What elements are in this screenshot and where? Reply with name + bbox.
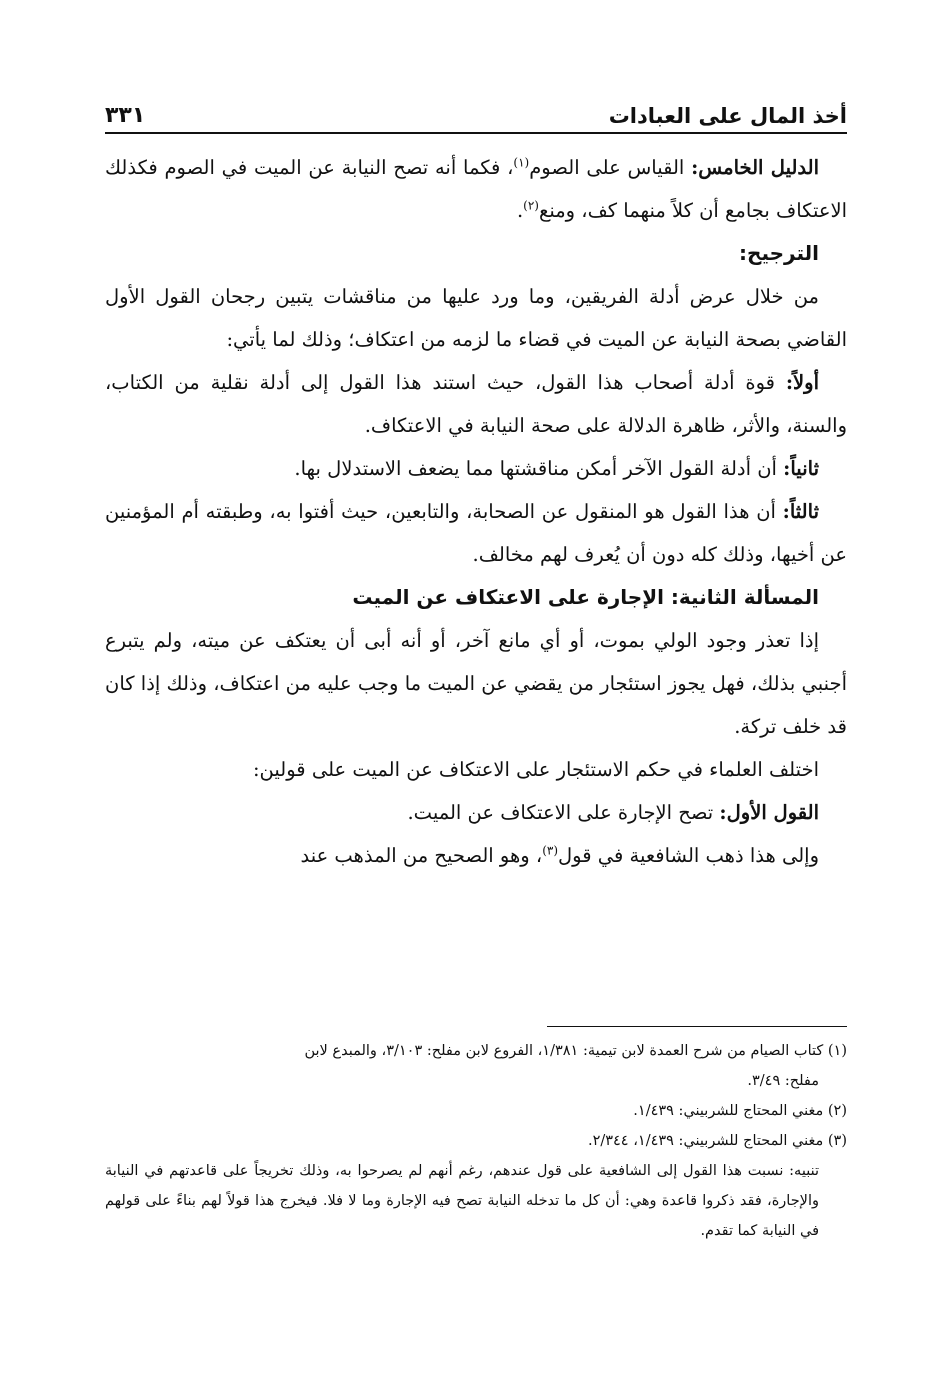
footnotes bbox=[105, 1036, 847, 1246]
footnote-note: تنبيه: نسبت هذا القول إلى الشافعية على قول عندهم، رغم أنهم لم يصرحوا به، وذلك تخريجاً على قاعدتهم في النيابة والإجارة، فقد ذكروا قاعدة وهي: أن كل ما تدخله النيابة تصح فيه الإجارة وما لا فلا. فيخرج هذا قولاً لهم بناءً على قولهم في النيابة كما تقدم. bbox=[105, 1163, 819, 1239]
footnote-ref: (٢) bbox=[523, 198, 539, 213]
paragraph-lead: ثالثاً: bbox=[782, 500, 819, 523]
paragraph-text: ، وهو الصحيح من المذهب عند bbox=[300, 844, 543, 867]
footnote-separator bbox=[547, 1026, 847, 1027]
page-header bbox=[105, 92, 847, 134]
paragraph-evidence-five bbox=[105, 146, 847, 232]
paragraph-second-reason bbox=[105, 447, 847, 490]
paragraph-text: القياس على الصوم bbox=[529, 156, 692, 179]
paragraph-lead: الدليل الخامس: bbox=[691, 156, 819, 179]
paragraph-lead: القول الأول: bbox=[719, 801, 819, 824]
footnote-2: (٢) مغني المحتاج للشربيني: ١/٤٣٩. bbox=[633, 1103, 847, 1119]
paragraph-text: تصح الإجارة على الاعتكاف عن الميت. bbox=[407, 801, 720, 824]
paragraph-text: . bbox=[516, 199, 524, 222]
main-text bbox=[105, 146, 847, 877]
section-heading-second-issue: المسألة الثانية: الإجارة على الاعتكاف عن الميت bbox=[352, 585, 819, 609]
paragraph-text: وإلى هذا ذهب الشافعية في قول bbox=[558, 844, 819, 867]
paragraph-text: أن هذا القول هو المنقول عن الصحابة، والتابعين، حيث أفتوا به، وطبقته أم المؤمنين عن أخيها، وذلك كله دون أن يُعرف لهم مخالف. bbox=[105, 500, 847, 566]
footnote-ref: (٣) bbox=[542, 843, 559, 858]
footnote-3: (٣) مغني المحتاج للشربيني: ١/٤٣٩، ٢/٣٤٤. bbox=[587, 1133, 847, 1149]
footnote-ref: (١) bbox=[513, 155, 530, 170]
footnote-1: (١) كتاب الصيام من شرح العمدة لابن تيمية: ١/٣٨١، الفروع لابن مفلح: ٣/١٠٣، والمبدع لابن bbox=[304, 1043, 847, 1059]
page-number: ٣٣١ bbox=[105, 103, 146, 128]
paragraph-disagreement: اختلف العلماء في حكم الاستئجار على الاعتكاف عن الميت على قولين: bbox=[252, 758, 819, 781]
paragraph-text: أن أدلة القول الآخر أمكن مناقشتها مما يضعف الاستدلال بها. bbox=[294, 457, 784, 480]
paragraph-text: قوة أدلة أصحاب هذا القول، حيث استند هذا القول إلى أدلة نقلية من الكتاب، والسنة، والأثر، ظاهرة الدلالة على صحة النيابة في الاعتكاف. bbox=[105, 371, 847, 437]
paragraph-issue-intro: إذا تعذر وجود الولي بموت، أو أي مانع آخر، أو أنه أبى أن يعتكف عن ميته، ولم يتبرع أجنبي بذلك، فهل يجوز استئجار من يقضي عن الميت ما وجب عليه من اعتكاف، وذلك إذا كان قد خلف تركة. bbox=[105, 629, 847, 738]
footnote-1-continued: مفلح: ٣/٤٩. bbox=[747, 1073, 819, 1089]
section-heading-tarjih: الترجيح: bbox=[739, 241, 819, 265]
running-title: أخذ المال على العبادات bbox=[608, 104, 847, 128]
paragraph-third-reason bbox=[105, 490, 847, 576]
paragraph-first-opinion bbox=[105, 791, 847, 834]
paragraph-first-reason bbox=[105, 361, 847, 447]
paragraph-tarjih: من خلال عرض أدلة الفريقين، وما ورد عليها من مناقشات يتبين رجحان القول الأول القاضي بصحة النيابة عن الميت في قضاء ما لزمه من اعتكاف؛ وذلك لما يأتي: bbox=[105, 285, 847, 351]
paragraph-shafii bbox=[105, 834, 847, 877]
paragraph-text: ، فكما أنه تصح النيابة عن الميت في الصوم فكذلك الاعتكاف بجامع أن كلاً منهما كف، ومنع bbox=[105, 156, 847, 222]
paragraph-lead: ثانياً: bbox=[783, 457, 819, 480]
book-page bbox=[105, 92, 847, 1239]
paragraph-lead: أولاً: bbox=[785, 371, 819, 394]
